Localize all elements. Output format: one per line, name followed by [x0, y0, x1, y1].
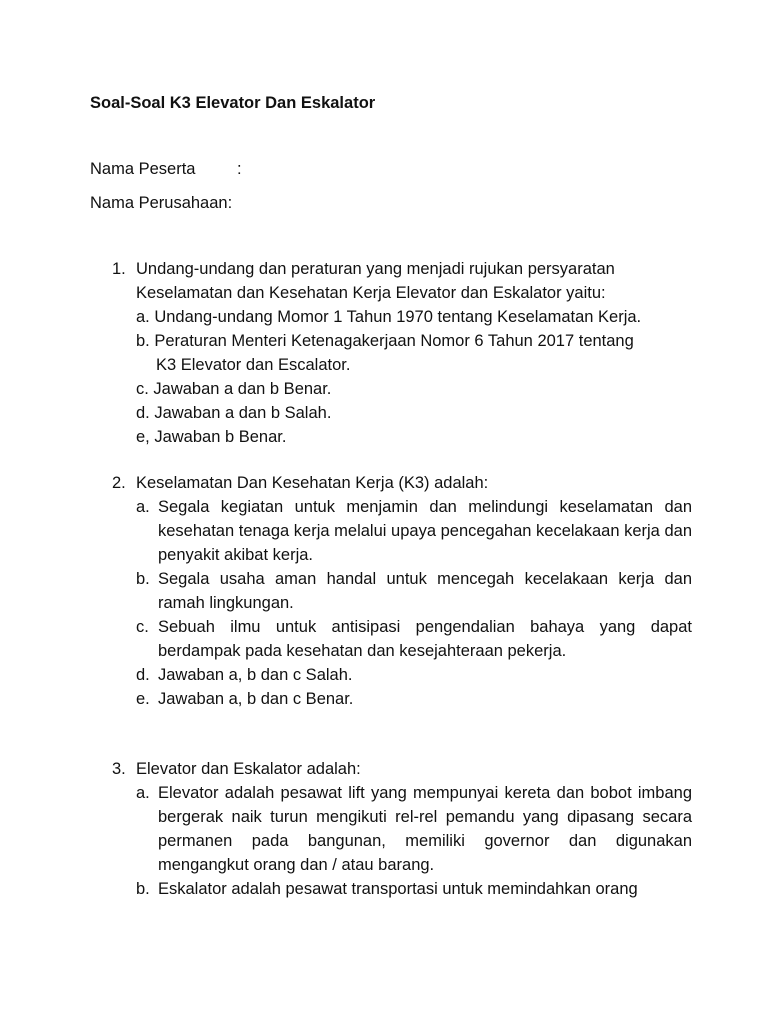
question-1 [112, 257, 692, 449]
option-text: c. Jawaban a dan b Benar. [136, 380, 332, 398]
option-b [136, 567, 692, 615]
nama-peserta-label: Nama Peserta [90, 160, 196, 178]
option-label: c. [136, 618, 149, 636]
option-label: d. [136, 666, 150, 684]
question-stem: Elevator dan Eskalator adalah: [136, 760, 361, 778]
option-text: Segala usaha aman handal untuk mencegah kecelakaan kerja dan ramah lingkungan. [158, 570, 692, 612]
document-title: Soal-Soal K3 Elevator Dan Eskalator [90, 94, 376, 112]
question-number: 2. [112, 474, 126, 492]
option-label: b. [136, 570, 150, 588]
option-a [136, 781, 692, 877]
question-stem-line: Undang-undang dan peraturan yang menjadi rujukan persyaratan [136, 260, 615, 278]
nama-peserta-colon: : [237, 160, 242, 178]
question-number: 3. [112, 760, 126, 778]
option-text: Jawaban a, b dan c Benar. [158, 690, 354, 708]
option-text: e, Jawaban b Benar. [136, 428, 287, 446]
question-stem-line: Keselamatan dan Kesehatan Kerja Elevator dan Eskalator yaitu: [136, 284, 606, 302]
option-text: Eskalator adalah pesawat transportasi untuk memindahkan orang [158, 880, 638, 898]
option-c [136, 377, 692, 401]
option-text: Segala kegiatan untuk menjamin dan melindungi keselamatan dan kesehatan tenaga kerja melalui upaya pencegahan kecelakaan kerja dan penyakit akibat kerja. [158, 498, 692, 564]
question-stem [136, 257, 692, 305]
option-text: Jawaban a, b dan c Salah. [158, 666, 353, 684]
option-text-continued: K3 Elevator dan Escalator. [156, 356, 351, 374]
option-label: b. [136, 880, 150, 898]
nama-peserta-field [90, 160, 242, 179]
option-d [136, 663, 692, 687]
option-label: a. [136, 784, 150, 802]
option-label: a. [136, 498, 150, 516]
option-b [136, 329, 692, 377]
option-text: b. Peraturan Menteri Ketenagakerjaan Nomor 6 Tahun 2017 tentang [136, 332, 634, 350]
option-text: a. Undang-undang Momor 1 Tahun 1970 tentang Keselamatan Kerja. [136, 308, 642, 326]
question-number: 1. [112, 260, 126, 278]
option-text: Elevator adalah pesawat lift yang mempunyai kereta dan bobot imbang bergerak naik turun mengikuti rel-rel pemandu yang dipasang secara permanen pada bangunan, memiliki governor dan digunakan mengangkut orang dan / atau barang. [158, 784, 692, 874]
option-a [136, 305, 692, 329]
question-3 [112, 757, 692, 901]
nama-perusahaan-field [90, 194, 232, 213]
nama-perusahaan-label: Nama Perusahaan: [90, 194, 233, 212]
option-e [136, 425, 692, 449]
question-stem: Keselamatan Dan Kesehatan Kerja (K3) adalah: [136, 474, 489, 492]
question-2 [112, 471, 692, 711]
option-text: d. Jawaban a dan b Salah. [136, 404, 332, 422]
option-d [136, 401, 692, 425]
option-label: e. [136, 690, 150, 708]
option-c [136, 615, 692, 663]
option-a [136, 495, 692, 567]
option-text: Sebuah ilmu untuk antisipasi pengendalian bahaya yang dapat berdampak pada kesehatan dan kesejahteraan pekerja. [158, 618, 692, 660]
option-e [136, 687, 692, 711]
option-b [136, 877, 692, 901]
